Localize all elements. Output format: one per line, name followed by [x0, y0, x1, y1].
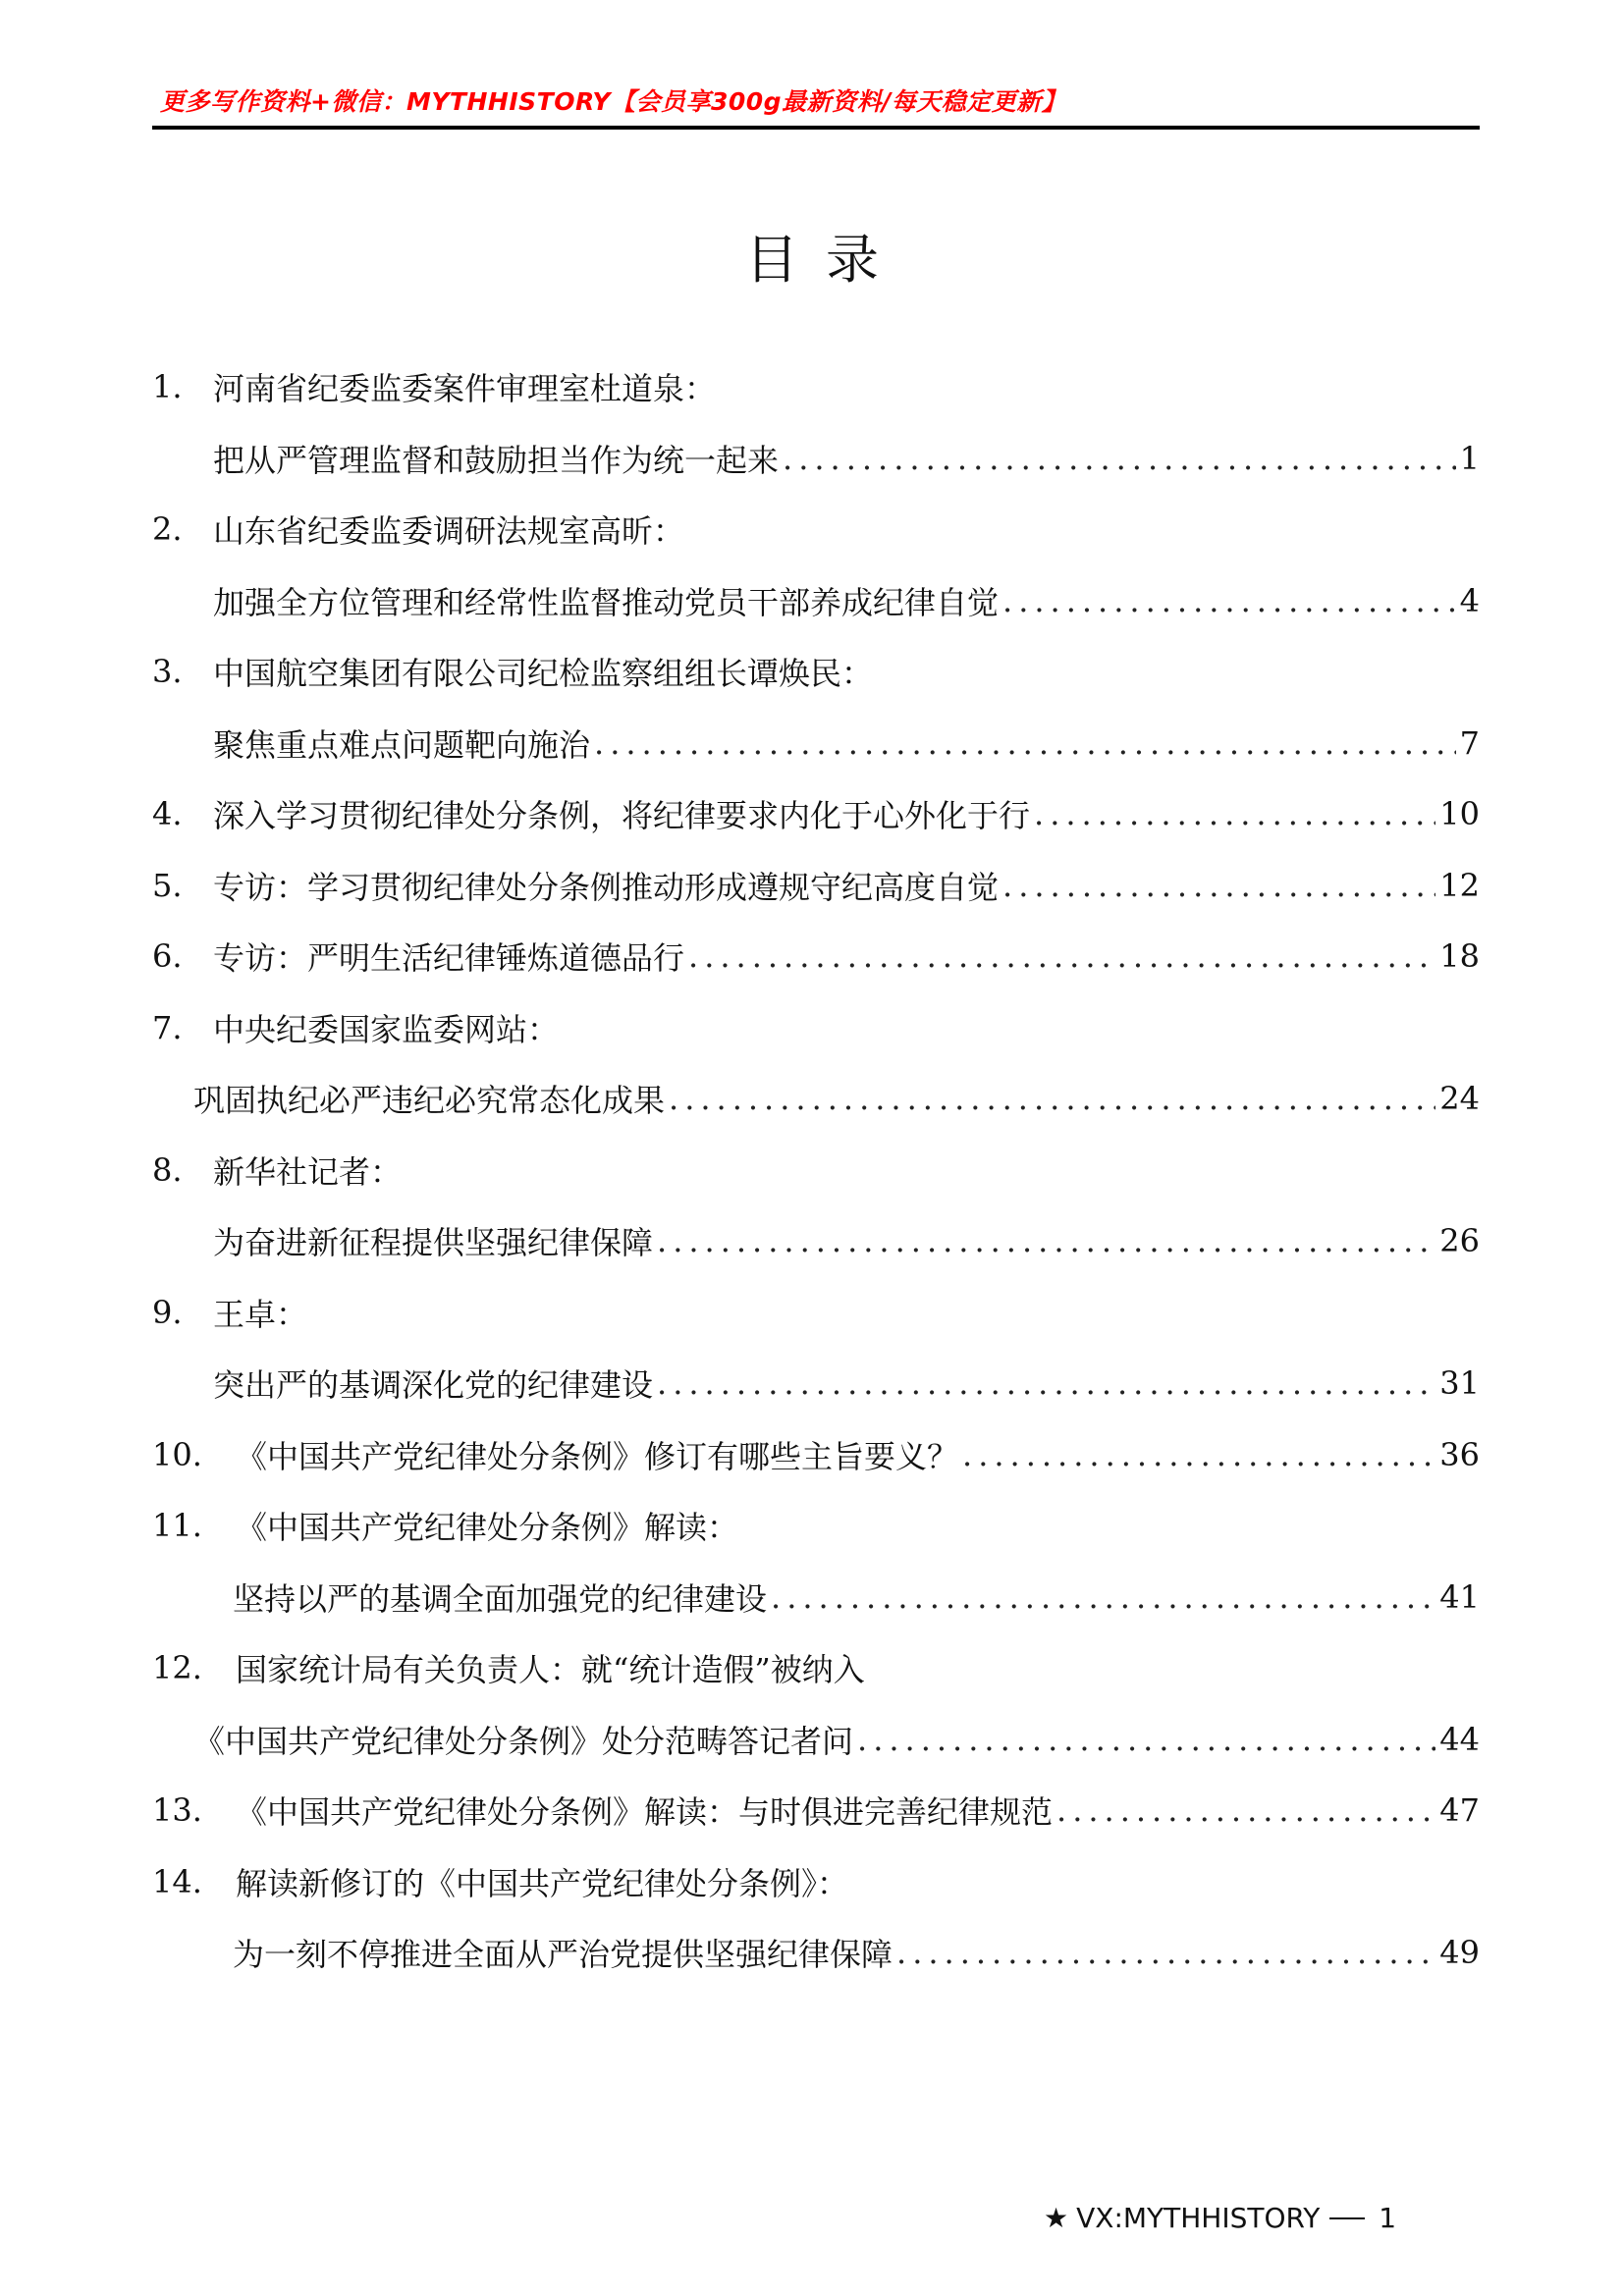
toc-number: 1. — [152, 368, 183, 406]
toc-heading: 解读新修订的《中国共产党纪律处分条例》： — [236, 1864, 849, 1902]
toc-title: 坚持以严的基调全面加强党的纪律建设 — [233, 1579, 768, 1618]
toc-title: 加强全方位管理和经常性监督推动党员干部养成纪律自觉 — [213, 583, 1000, 621]
header-banner — [152, 84, 1480, 130]
toc-heading: 山东省纪委监委调研法规室高昕： — [213, 512, 685, 551]
footer-dash — [1329, 2217, 1365, 2219]
toc-leader-dots — [962, 1436, 1435, 1473]
toc-number: 3. — [152, 653, 183, 691]
toc-entry-11-title[interactable] — [152, 1562, 1480, 1633]
toc-page-number: 49 — [1439, 1934, 1480, 1972]
toc-number: 11. — [152, 1507, 202, 1545]
toc-title: 为一刻不停推进全面从严治党提供坚强纪律保障 — [233, 1936, 893, 1974]
footer-label: VX:MYTHHISTORY — [1076, 2202, 1321, 2234]
toc-leader-dots — [771, 1578, 1435, 1616]
toc-leader-dots — [783, 440, 1456, 477]
toc-title: 突出严的基调深化党的纪律建设 — [213, 1366, 654, 1405]
toc-entry-7-title[interactable] — [152, 1063, 1480, 1135]
page-footer — [1044, 2202, 1396, 2234]
toc-heading: 中国航空集团有限公司纪检监察组组长谭焕民： — [213, 655, 874, 693]
toc-number: 12. — [152, 1649, 202, 1687]
toc-leader-dots — [1056, 1791, 1435, 1829]
toc-title: 《中国共产党纪律处分条例》解读：与时俱进完善纪律规范 — [236, 1793, 1054, 1832]
table-of-contents — [152, 351, 1480, 1989]
toc-leader-dots — [1034, 795, 1435, 832]
star-icon: ★ — [1044, 2202, 1069, 2234]
toc-heading: 王卓： — [213, 1295, 308, 1333]
toc-number: 8. — [152, 1150, 183, 1189]
toc-heading: 中央纪委国家监委网站： — [213, 1010, 560, 1048]
toc-entry-5[interactable] — [152, 850, 1480, 922]
toc-number: 13. — [152, 1791, 202, 1830]
toc-page-number: 12 — [1439, 866, 1480, 904]
toc-page-number: 24 — [1439, 1080, 1480, 1118]
toc-page-number: 1 — [1459, 439, 1480, 477]
toc-title: 《中国共产党纪律处分条例》处分范畴答记者问 — [193, 1722, 854, 1760]
toc-entry-14-heading[interactable] — [152, 1846, 1480, 1918]
toc-title: 《中国共产党纪律处分条例》修订有哪些主旨要义？ — [236, 1437, 959, 1475]
toc-page-number: 18 — [1439, 937, 1480, 976]
toc-number: 4. — [152, 795, 183, 833]
toc-leader-dots — [657, 1364, 1435, 1402]
toc-number: 5. — [152, 866, 183, 904]
toc-page-number: 41 — [1439, 1577, 1480, 1616]
footer-page-number: 1 — [1379, 2202, 1397, 2234]
toc-number: 7. — [152, 1008, 183, 1046]
toc-entry-6[interactable] — [152, 921, 1480, 992]
toc-title: 聚焦重点难点问题靶向施治 — [213, 725, 591, 764]
toc-entry-1-title[interactable] — [152, 423, 1480, 495]
toc-title: 专访：严明生活纪律锤炼道德品行 — [213, 939, 685, 978]
toc-entry-11-heading[interactable] — [152, 1490, 1480, 1562]
toc-leader-dots — [669, 1080, 1435, 1117]
toc-page-number: 47 — [1439, 1791, 1480, 1830]
toc-entry-13[interactable] — [152, 1775, 1480, 1846]
toc-entry-9-heading[interactable] — [152, 1277, 1480, 1349]
toc-leader-dots — [1002, 582, 1456, 619]
toc-leader-dots — [857, 1721, 1435, 1758]
toc-entry-8-title[interactable] — [152, 1205, 1480, 1277]
toc-entry-3-heading[interactable] — [152, 636, 1480, 708]
toc-entry-12-title[interactable] — [152, 1704, 1480, 1776]
toc-page-number: 26 — [1439, 1222, 1480, 1260]
toc-leader-dots — [688, 937, 1435, 975]
header-rule — [152, 126, 1480, 130]
toc-heading: 国家统计局有关负责人：就“统计造假”被纳入 — [236, 1651, 865, 1689]
toc-page-number: 31 — [1439, 1364, 1480, 1403]
toc-entry-7-heading[interactable] — [152, 992, 1480, 1064]
toc-title: 深入学习贯彻纪律处分条例，将纪律要求内化于心外化于行 — [213, 797, 1031, 835]
toc-heading: 新华社记者： — [213, 1152, 403, 1191]
page-title: 目录 — [745, 229, 906, 291]
toc-title: 为奋进新征程提供坚强纪律保障 — [213, 1224, 654, 1262]
toc-entry-14-title[interactable] — [152, 1917, 1480, 1989]
toc-entry-3-title[interactable] — [152, 708, 1480, 779]
toc-page-number: 36 — [1439, 1435, 1480, 1473]
toc-leader-dots — [657, 1222, 1435, 1259]
toc-title: 专访：学习贯彻纪律处分条例推动形成遵规守纪高度自觉 — [213, 868, 1000, 906]
toc-title: 把从严管理监督和鼓励担当作为统一起来 — [213, 441, 780, 479]
toc-leader-dots — [1002, 867, 1435, 904]
toc-entry-1-heading[interactable] — [152, 351, 1480, 423]
toc-number: 10. — [152, 1435, 202, 1473]
toc-page-number: 10 — [1439, 795, 1480, 833]
toc-page-number: 4 — [1459, 581, 1480, 619]
header-promo-text: 更多写作资料+微信：MYTHHISTORY【会员享300g最新资料/每天稳定更新】 — [160, 87, 1067, 116]
toc-leader-dots — [896, 1934, 1435, 1971]
toc-title: 巩固执纪必严违纪必究常态化成果 — [193, 1082, 666, 1120]
toc-entry-2-heading[interactable] — [152, 494, 1480, 565]
toc-number: 2. — [152, 510, 183, 549]
toc-number: 6. — [152, 937, 183, 976]
toc-entry-9-title[interactable] — [152, 1348, 1480, 1419]
toc-entry-2-title[interactable] — [152, 565, 1480, 637]
toc-number: 9. — [152, 1293, 183, 1331]
toc-entry-8-heading[interactable] — [152, 1135, 1480, 1206]
toc-page-number: 44 — [1439, 1720, 1480, 1758]
toc-page-number: 7 — [1459, 723, 1480, 762]
toc-entry-10[interactable] — [152, 1419, 1480, 1491]
toc-heading: 《中国共产党纪律处分条例》解读： — [236, 1509, 739, 1547]
toc-number: 14. — [152, 1862, 202, 1900]
toc-heading: 河南省纪委监委案件审理室杜道泉： — [213, 370, 717, 408]
toc-leader-dots — [594, 724, 1456, 762]
toc-entry-12-heading[interactable] — [152, 1632, 1480, 1704]
toc-entry-4[interactable] — [152, 778, 1480, 850]
